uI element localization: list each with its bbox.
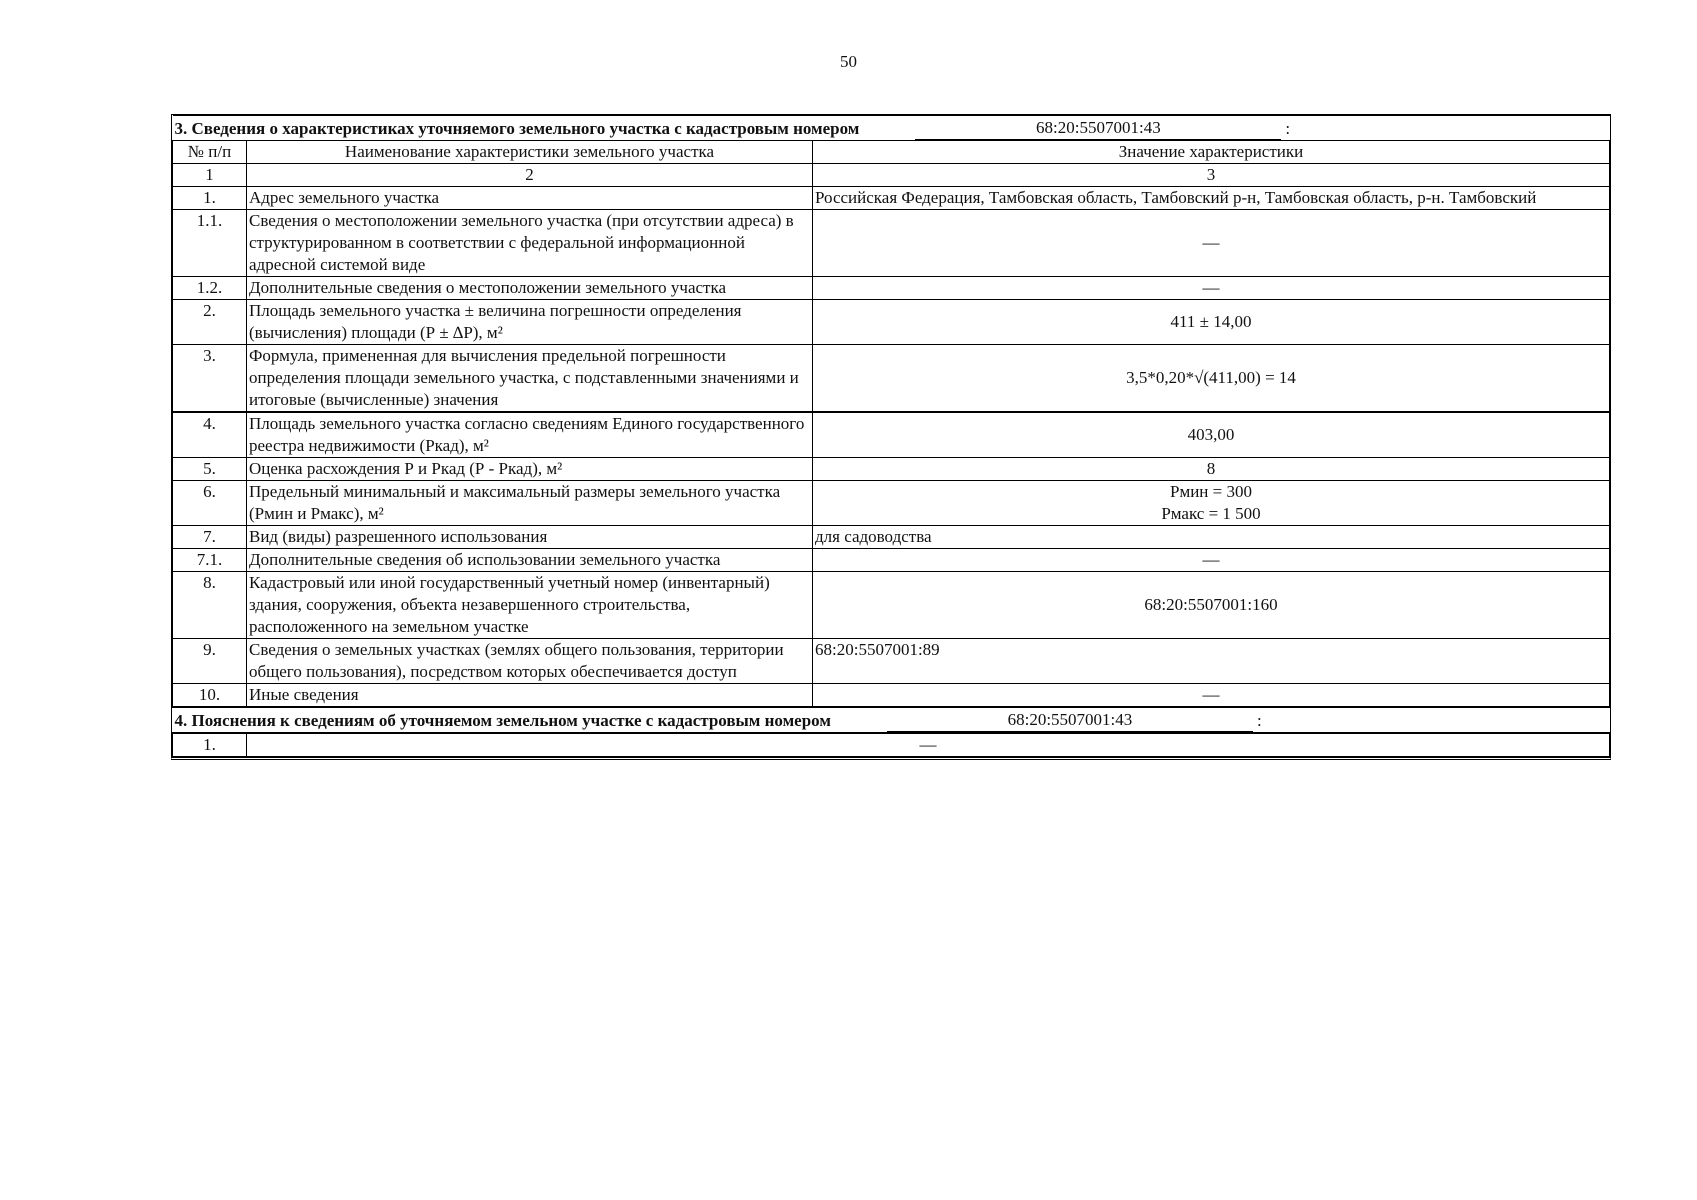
table-row	[173, 300, 1610, 345]
row-name: Площадь земельного участка согласно сведениям Единого государственного реестра недвижимости (Ркад), м²	[247, 412, 813, 458]
row-number: 10.	[173, 684, 247, 708]
column-number-1: 1	[173, 164, 247, 187]
row-number: 1.1.	[173, 210, 247, 277]
section-4-colon: :	[1256, 711, 1262, 730]
section-3-colon: :	[1285, 119, 1291, 138]
row-value: Российская Федерация, Тамбовская область, Тамбовский р-н, Тамбовская область, р-н. Тамбовский	[813, 187, 1610, 210]
section-4-row	[173, 733, 1610, 757]
row-value: 68:20:5507001:160	[813, 572, 1610, 639]
header-col-value: Значение характеристики	[813, 141, 1610, 164]
table-row	[173, 210, 1610, 277]
row-value: 411 ± 14,00	[813, 300, 1610, 345]
row-name: Формула, примененная для вычисления предельной погрешности определения площади земельного участка, с подставленными значениями и итоговые (вычисленные) значения	[247, 345, 813, 413]
row-number: 7.	[173, 526, 247, 549]
row-number: 1.2.	[173, 277, 247, 300]
characteristics-sheet	[171, 114, 1611, 760]
section-3-title: 3. Сведения о характеристиках уточняемого земельного участка с кадастровым номером	[174, 119, 860, 138]
table-row	[173, 572, 1610, 639]
row-number: 5.	[173, 458, 247, 481]
row-value: —	[813, 210, 1610, 277]
row-name: Дополнительные сведения об использовании земельного участка	[247, 549, 813, 572]
section-4-header-row	[173, 707, 1610, 733]
table-row	[173, 412, 1610, 458]
row-value: —	[247, 733, 1610, 757]
row-number: 4.	[173, 412, 247, 458]
row-name: Площадь земельного участка ± величина погрешности определения (вычисления) площади (Р ± ∆Р), м²	[247, 300, 813, 345]
column-number-2: 2	[247, 164, 813, 187]
table-header-row	[173, 141, 1610, 164]
section-4-cadastral-number: 68:20:5507001:43	[887, 709, 1253, 732]
row-number: 3.	[173, 345, 247, 413]
row-number: 6.	[173, 481, 247, 526]
row-name: Дополнительные сведения о местоположении земельного участка	[247, 277, 813, 300]
section-4-title: 4. Пояснения к сведениям об уточняемом земельном участке с кадастровым номером	[174, 711, 831, 730]
table-row	[173, 549, 1610, 572]
table-row	[173, 187, 1610, 210]
row-number: 8.	[173, 572, 247, 639]
row-name: Кадастровый или иной государственный учетный номер (инвентарный) здания, сооружения, объекта незавершенного строительства, расположенного на земельном участке	[247, 572, 813, 639]
row-name: Иные сведения	[247, 684, 813, 708]
row-value: для садоводства	[813, 526, 1610, 549]
table-row	[173, 639, 1610, 684]
table-row	[173, 526, 1610, 549]
row-name: Адрес земельного участка	[247, 187, 813, 210]
row-value: —	[813, 549, 1610, 572]
row-value: —	[813, 277, 1610, 300]
row-name: Оценка расхождения Р и Ркад (Р - Ркад), м²	[247, 458, 813, 481]
row-value-max: Рмакс = 1 500	[1161, 504, 1261, 523]
row-value: 403,00	[813, 412, 1610, 458]
table-row	[173, 684, 1610, 708]
table-row	[173, 277, 1610, 300]
characteristics-table	[172, 115, 1610, 757]
row-number: 7.1.	[173, 549, 247, 572]
header-col-name: Наименование характеристики земельного участка	[247, 141, 813, 164]
row-number: 9.	[173, 639, 247, 684]
row-value-min: Рмин = 300	[1170, 482, 1252, 501]
header-col-number: № п/п	[173, 141, 247, 164]
column-numbers-row	[173, 164, 1610, 187]
page-number: 50	[840, 52, 857, 71]
row-name: Вид (виды) разрешенного использования	[247, 526, 813, 549]
row-value: 8	[813, 458, 1610, 481]
row-number: 2.	[173, 300, 247, 345]
table-row	[173, 458, 1610, 481]
section-3-cadastral-number: 68:20:5507001:43	[915, 117, 1281, 140]
row-name: Сведения о земельных участках (землях общего пользования, территории общего пользования), посредством которых обеспечивается доступ	[247, 639, 813, 684]
table-row	[173, 481, 1610, 526]
row-value: 3,5*0,20*√(411,00) = 14	[813, 345, 1610, 413]
row-name: Сведения о местоположении земельного участка (при отсутствии адреса) в структурированном в соответствии с федеральной информационной адресной системой виде	[247, 210, 813, 277]
row-value: 68:20:5507001:89	[813, 639, 1610, 684]
row-value: —	[813, 684, 1610, 708]
section-3-header-row	[173, 116, 1610, 141]
row-number: 1.	[173, 733, 247, 757]
row-value	[813, 481, 1610, 526]
column-number-3: 3	[813, 164, 1610, 187]
row-name: Предельный минимальный и максимальный размеры земельного участка (Рмин и Рмакс), м²	[247, 481, 813, 526]
table-row	[173, 345, 1610, 413]
row-number: 1.	[173, 187, 247, 210]
